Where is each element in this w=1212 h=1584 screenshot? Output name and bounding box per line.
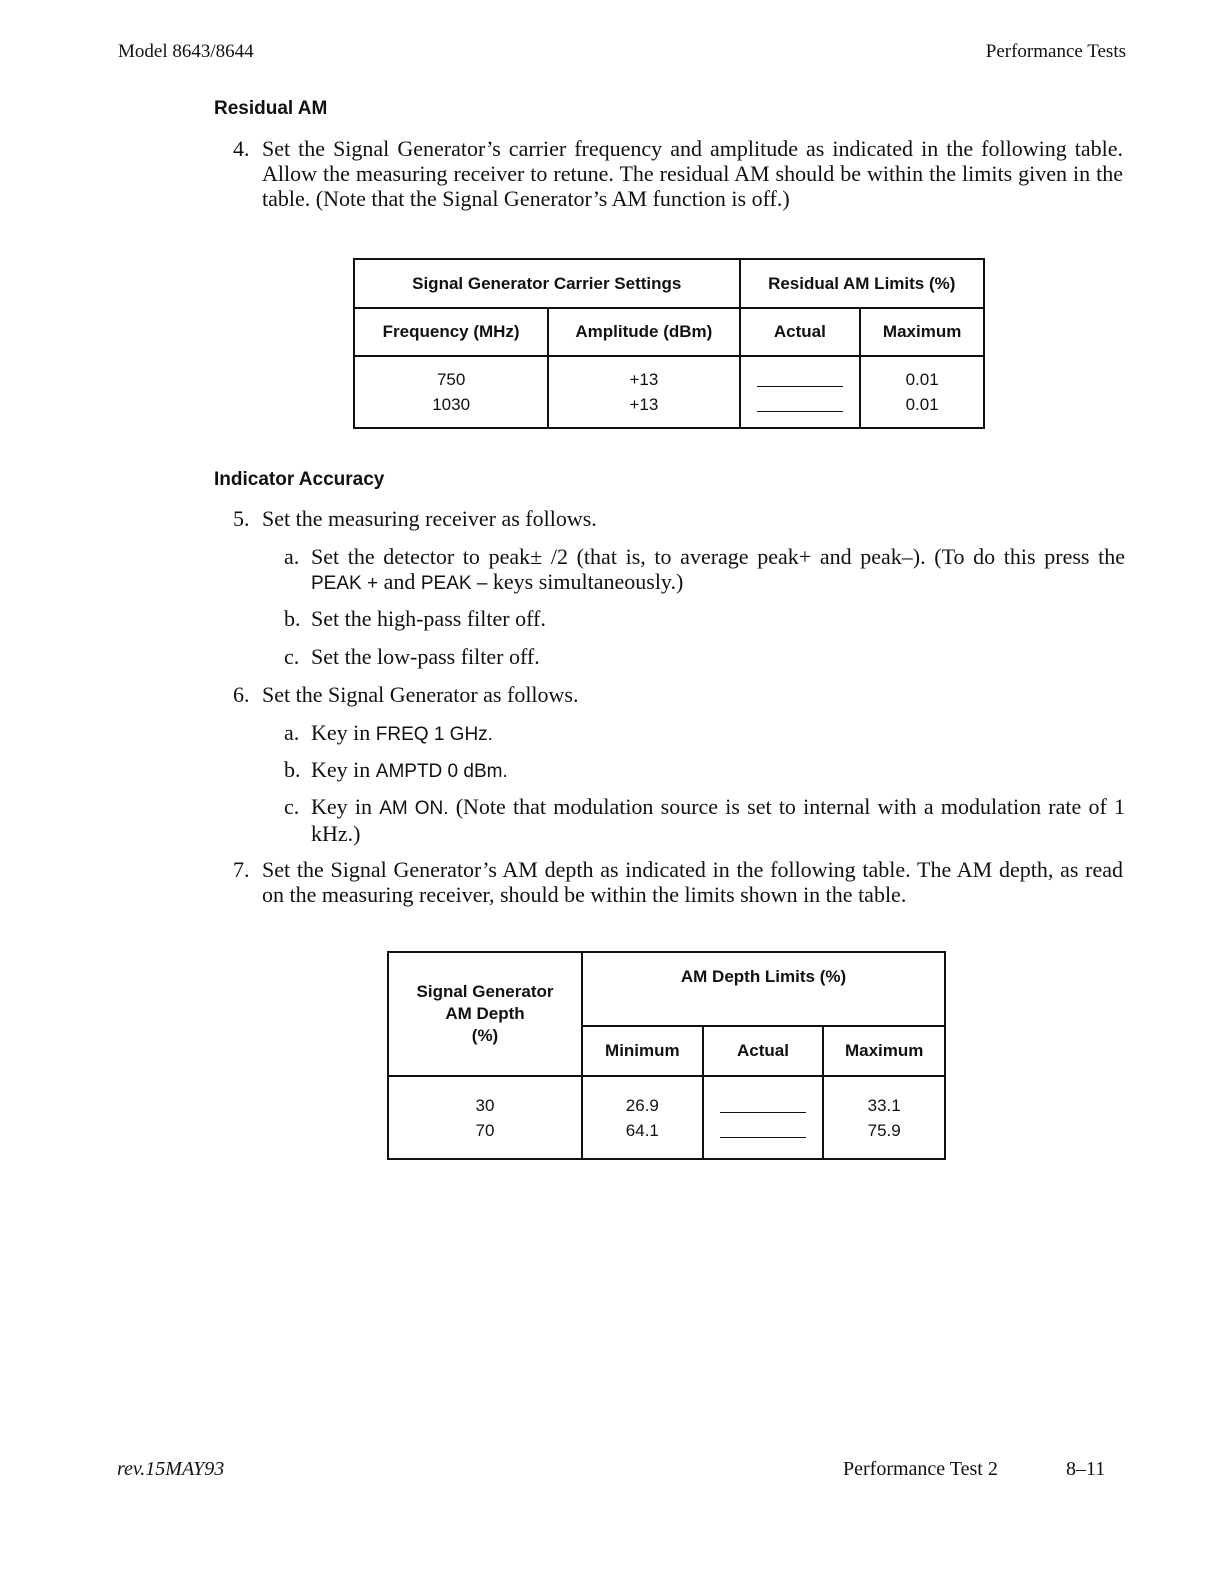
- minimum-cell: [582, 1076, 703, 1159]
- step-6c-note: (Note that modulation source is set to internal with a modulation rate of 1 kHz.): [311, 794, 1126, 846]
- step-5b-text: Set the high-pass filter off.: [311, 606, 546, 631]
- header-frequency: Frequency (MHz): [354, 308, 548, 356]
- header-actual: Actual: [740, 308, 861, 356]
- depth-value: 70: [475, 1120, 495, 1140]
- step-6-text: Set the Signal Generator as follows.: [262, 682, 579, 707]
- key-freq: FREQ 1 GHz.: [375, 724, 493, 745]
- step-5b-letter: b.: [284, 606, 301, 631]
- header-carrier-settings: Signal Generator Carrier Settings: [354, 259, 740, 308]
- actual-cell: [703, 1076, 824, 1159]
- heading-residual-am: Residual AM: [214, 98, 328, 119]
- key-amptd: AMPTD 0 dBm.: [375, 761, 508, 782]
- maximum-cell: [860, 356, 984, 428]
- key-peak-plus: PEAK +: [311, 573, 379, 594]
- header-maximum: Maximum: [860, 308, 984, 356]
- step-6a-letter: a.: [284, 720, 300, 745]
- depth-value: 30: [475, 1095, 495, 1115]
- header-residual-am-limits: Residual AM Limits (%): [740, 259, 985, 308]
- footer-revision: rev.15MAY93: [117, 1458, 225, 1480]
- step-7-number: 7.: [233, 857, 250, 882]
- step-4-number: 4.: [233, 136, 250, 161]
- header-sg-am-depth: [388, 952, 582, 1076]
- running-header-section: Performance Tests: [985, 41, 1126, 62]
- actual-blank-line: [757, 392, 843, 417]
- residual-am-table: [353, 258, 985, 429]
- depth-cell: [388, 1076, 582, 1159]
- header-sg-line3: (%): [471, 1026, 499, 1045]
- step-5a-text-part2: keys simultaneously.): [492, 569, 684, 594]
- header-maximum: Maximum: [823, 1026, 945, 1076]
- minimum-value: 26.9: [625, 1095, 659, 1115]
- step-6-number: 6.: [233, 682, 250, 707]
- actual-cell: [740, 356, 861, 428]
- step-4-text: Set the Signal Generator’s carrier frequency and amplitude as indicated in the following table. Allow the measuring receiver to retune. The residual AM should be within the limits given in the table. (Note that the Signal Generator’s AM function is off.): [262, 136, 1123, 211]
- step-6c-text: [311, 794, 1125, 846]
- key-am-on: AM ON.: [379, 798, 449, 819]
- frequency-value: 750: [436, 370, 466, 389]
- key-peak-minus: PEAK –: [420, 573, 488, 594]
- actual-blank-line: [720, 1118, 806, 1143]
- maximum-cell: [823, 1076, 945, 1159]
- maximum-value: 75.9: [867, 1120, 901, 1140]
- footer-test-name: Performance Test 2: [843, 1458, 998, 1480]
- header-actual: Actual: [703, 1026, 824, 1076]
- step-7-text: Set the Signal Generator’s AM depth as indicated in the following table. The AM depth, as read on the measuring receiver, should be within the limits shown in the table.: [262, 857, 1123, 907]
- frequency-cell: [354, 356, 548, 428]
- step-6a-text: [311, 720, 493, 747]
- step-5a-text: [311, 544, 1125, 596]
- minimum-value: 64.1: [625, 1120, 659, 1140]
- amplitude-value: +13: [629, 395, 659, 414]
- running-header-model: Model 8643/8644: [118, 41, 254, 62]
- step-5-text: Set the measuring receiver as follows.: [262, 506, 597, 531]
- header-am-depth-limits: AM Depth Limits (%): [582, 952, 945, 1026]
- heading-indicator-accuracy: Indicator Accuracy: [214, 469, 385, 490]
- actual-blank-line: [757, 367, 843, 392]
- amplitude-value: +13: [629, 370, 659, 389]
- step-6a-prefix: Key in: [311, 720, 371, 745]
- footer-page-number: 8–11: [1066, 1458, 1106, 1480]
- maximum-value: 0.01: [905, 370, 939, 389]
- actual-blank-line: [720, 1093, 806, 1118]
- maximum-value: 0.01: [905, 395, 939, 414]
- header-amplitude: Amplitude (dBm): [548, 308, 739, 356]
- header-sg-line1: Signal Generator: [416, 982, 554, 1001]
- maximum-value: 33.1: [867, 1095, 901, 1115]
- step-6c-letter: c.: [284, 794, 300, 819]
- step-5a-letter: a.: [284, 544, 300, 569]
- step-5c-text: Set the low-pass filter off.: [311, 644, 540, 669]
- step-5c-letter: c.: [284, 644, 300, 669]
- am-depth-table: [387, 951, 946, 1160]
- header-sg-line2: AM Depth: [445, 1004, 525, 1023]
- step-6b-prefix: Key in: [311, 757, 371, 782]
- step-5-number: 5.: [233, 506, 250, 531]
- frequency-value: 1030: [432, 395, 471, 414]
- step-5a-and: and: [383, 569, 416, 594]
- step-5a-text-part1: Set the detector to peak± /2 (that is, to average peak+ and peak–). (To do this press the: [311, 544, 1125, 569]
- step-6c-prefix: Key in: [311, 794, 372, 819]
- header-minimum: Minimum: [582, 1026, 703, 1076]
- step-6b-text: [311, 757, 508, 784]
- amplitude-cell: [548, 356, 739, 428]
- step-6b-letter: b.: [284, 757, 301, 782]
